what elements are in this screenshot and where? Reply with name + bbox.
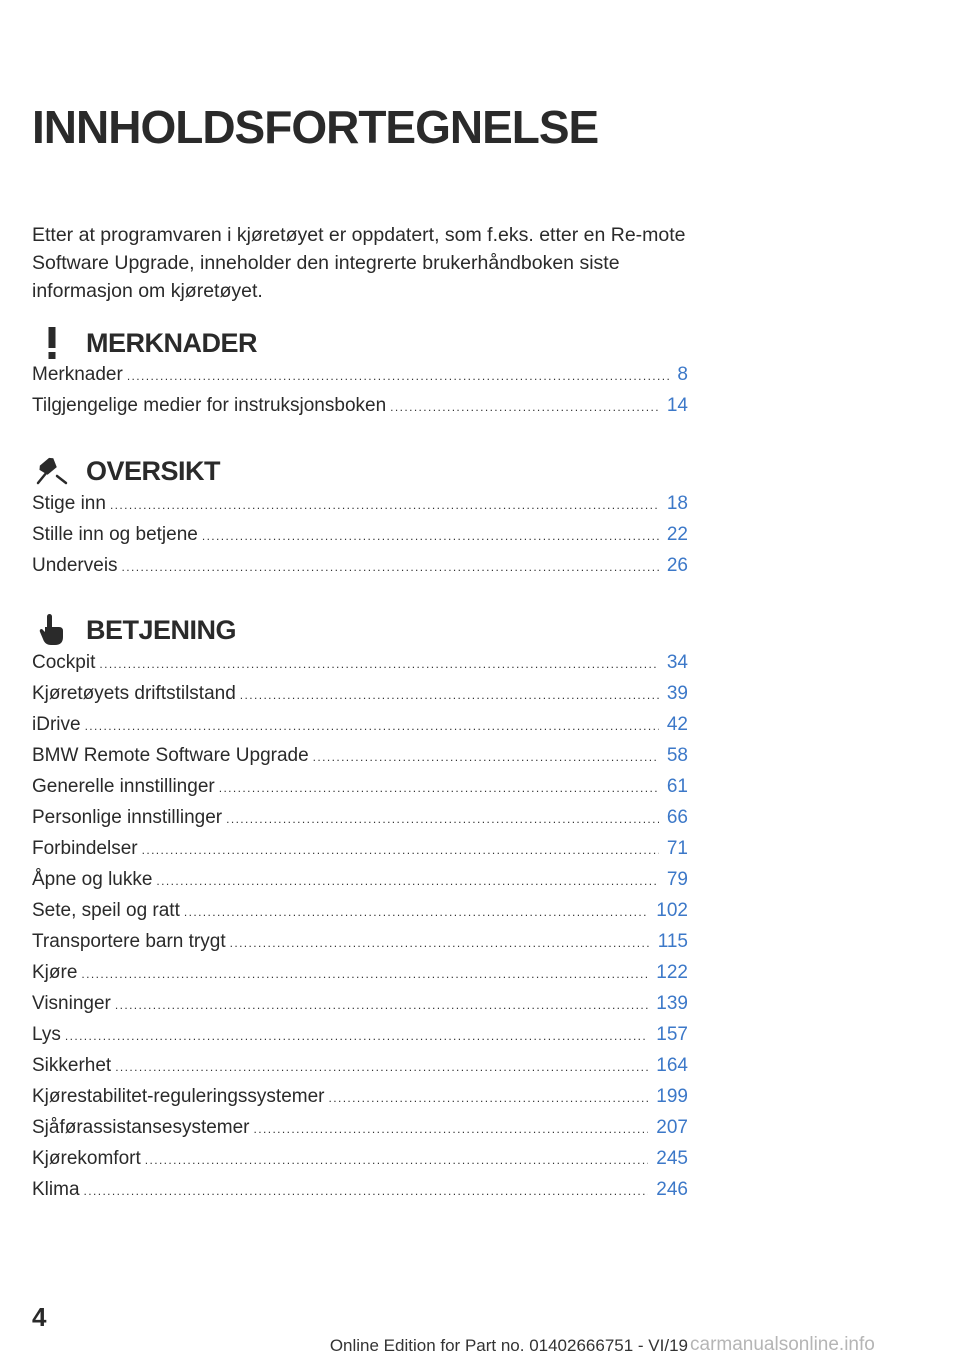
dot-leader [219,781,659,795]
dot-leader [122,560,659,574]
toc-entry[interactable] [32,900,688,931]
toc-entry-label: Kjøretøyets driftstilstand [32,683,236,704]
dot-leader [184,905,648,919]
toc-entry-page[interactable]: 71 [666,838,688,859]
toc-entry-label: Personlige innstillinger [32,807,223,828]
toc-entry-label: Kjøre [32,962,78,983]
toc-entry-label: Sjåførassistansesystemer [32,1117,250,1138]
toc-list-merknader [32,364,688,426]
section-title: OVERSIKT [86,455,221,486]
pointing-hand-icon [32,610,72,650]
dot-leader [254,1122,649,1136]
toc-entry[interactable] [32,869,688,900]
toc-entry-page[interactable]: 58 [666,745,688,766]
toc-entry-page[interactable]: 122 [656,962,688,983]
dot-leader [142,843,659,857]
toc-entry[interactable] [32,1086,688,1117]
toc-entry-page[interactable]: 42 [666,714,688,735]
toc-entry[interactable] [32,993,688,1024]
toc-entry-page[interactable]: 8 [677,364,688,385]
toc-list-oversikt [32,493,688,586]
section-header-betjening [32,610,692,650]
toc-entry-page[interactable]: 139 [656,993,688,1014]
intro-text: Etter at programvaren i kjøretøyet er oppdatert, som f.eks. etter en Re-mote Software Upgrade, inneholder den integrerte brukerhåndboken siste informasjon om kjøretøyet. [32,224,686,302]
section-header-merknader [32,323,692,363]
toc-entry-page[interactable]: 115 [657,931,688,952]
toc-entry-page[interactable]: 26 [666,555,688,576]
exclamation-icon [32,323,72,363]
dot-leader [145,1153,649,1167]
toc-entry[interactable] [32,745,688,776]
dot-leader [115,998,648,1012]
dot-leader [81,967,648,981]
toc-entry[interactable] [32,1179,688,1210]
dot-leader [226,812,659,826]
toc-entry-label: Sikkerhet [32,1055,112,1076]
footer-edition: Online Edition for Part no. 01402666751 - VI/19 [329,1336,688,1355]
watermark: carmanualsonline.info [690,1334,875,1355]
toc-entry[interactable] [32,1148,688,1179]
toc-entry-page[interactable]: 34 [666,652,688,673]
toc-entry[interactable] [32,1024,688,1055]
toc-entry[interactable] [32,962,688,993]
toc-entry-page[interactable]: 164 [656,1055,688,1076]
toc-entry-label: iDrive [32,714,81,735]
toc-entry[interactable] [32,364,688,395]
toc-entry[interactable] [32,493,688,524]
dot-leader [84,1184,649,1198]
toc-entry-page[interactable]: 245 [656,1148,688,1169]
dot-leader [329,1091,649,1105]
pin-icon [32,451,72,491]
dot-leader [127,369,670,383]
dot-leader [85,719,659,733]
dot-leader [240,688,659,702]
dot-leader [230,936,650,950]
toc-entry-page[interactable]: 246 [656,1179,688,1200]
section-title: BETJENING [86,614,237,645]
dot-leader [390,400,659,414]
dot-leader [202,529,659,543]
toc-list-betjening [32,652,688,1210]
toc-entry-label: Tilgjengelige medier for instruksjonsboken [32,395,387,416]
page-number: 4 [32,1302,47,1332]
toc-entry-label: Generelle innstillinger [32,776,215,797]
page-title: INNHOLDSFORTEGNELSE [32,101,599,153]
toc-entry-label: Merknader [32,364,123,385]
section-header-oversikt [32,451,692,491]
toc-entry-label: Visninger [32,993,111,1014]
toc-entry-page[interactable]: 199 [656,1086,688,1107]
toc-entry-page[interactable]: 102 [656,900,688,921]
toc-entry[interactable] [32,683,688,714]
toc-entry-label: Stille inn og betjene [32,524,198,545]
dot-leader [99,657,659,671]
dot-leader [65,1029,648,1043]
toc-entry[interactable] [32,524,688,555]
toc-entry-page[interactable]: 157 [656,1024,688,1045]
section-title: MERKNADER [86,327,257,358]
toc-entry[interactable] [32,807,688,838]
toc-entry-label: Stige inn [32,493,106,514]
toc-entry-page[interactable]: 18 [666,493,688,514]
toc-entry[interactable] [32,555,688,586]
toc-entry[interactable] [32,838,688,869]
toc-entry-page[interactable]: 39 [666,683,688,704]
toc-entry-page[interactable]: 61 [666,776,688,797]
toc-entry[interactable] [32,714,688,745]
dot-leader [115,1060,648,1074]
toc-entry[interactable] [32,931,688,962]
toc-entry-label: Transportere barn trygt [32,931,226,952]
toc-entry-label: Lys [32,1024,61,1045]
toc-entry-label: Kjørestabilitet-reguleringssystemer [32,1086,325,1107]
toc-entry[interactable] [32,652,688,683]
dot-leader [110,498,659,512]
toc-entry-label: Kjørekomfort [32,1148,141,1169]
toc-entry-page[interactable]: 207 [656,1117,688,1138]
dot-leader [156,874,658,888]
toc-entry-label: Cockpit [32,652,96,673]
toc-entry[interactable] [32,776,688,807]
toc-entry-label: Forbindelser [32,838,138,859]
toc-entry-label: Åpne og lukke [32,869,153,890]
toc-entry[interactable] [32,1117,688,1148]
dot-leader [313,750,659,764]
toc-entry-page[interactable]: 22 [666,524,688,545]
toc-entry-page[interactable]: 14 [666,395,688,416]
toc-entry-label: Klima [32,1179,80,1200]
toc-entry-label: BMW Remote Software Upgrade [32,745,309,766]
toc-entry-page[interactable]: 79 [666,869,688,890]
toc-entry-label: Sete, speil og ratt [32,900,180,921]
toc-entry-label: Underveis [32,555,118,576]
toc-entry[interactable] [32,1055,688,1086]
toc-entry[interactable] [32,395,688,426]
toc-entry-page[interactable]: 66 [666,807,688,828]
